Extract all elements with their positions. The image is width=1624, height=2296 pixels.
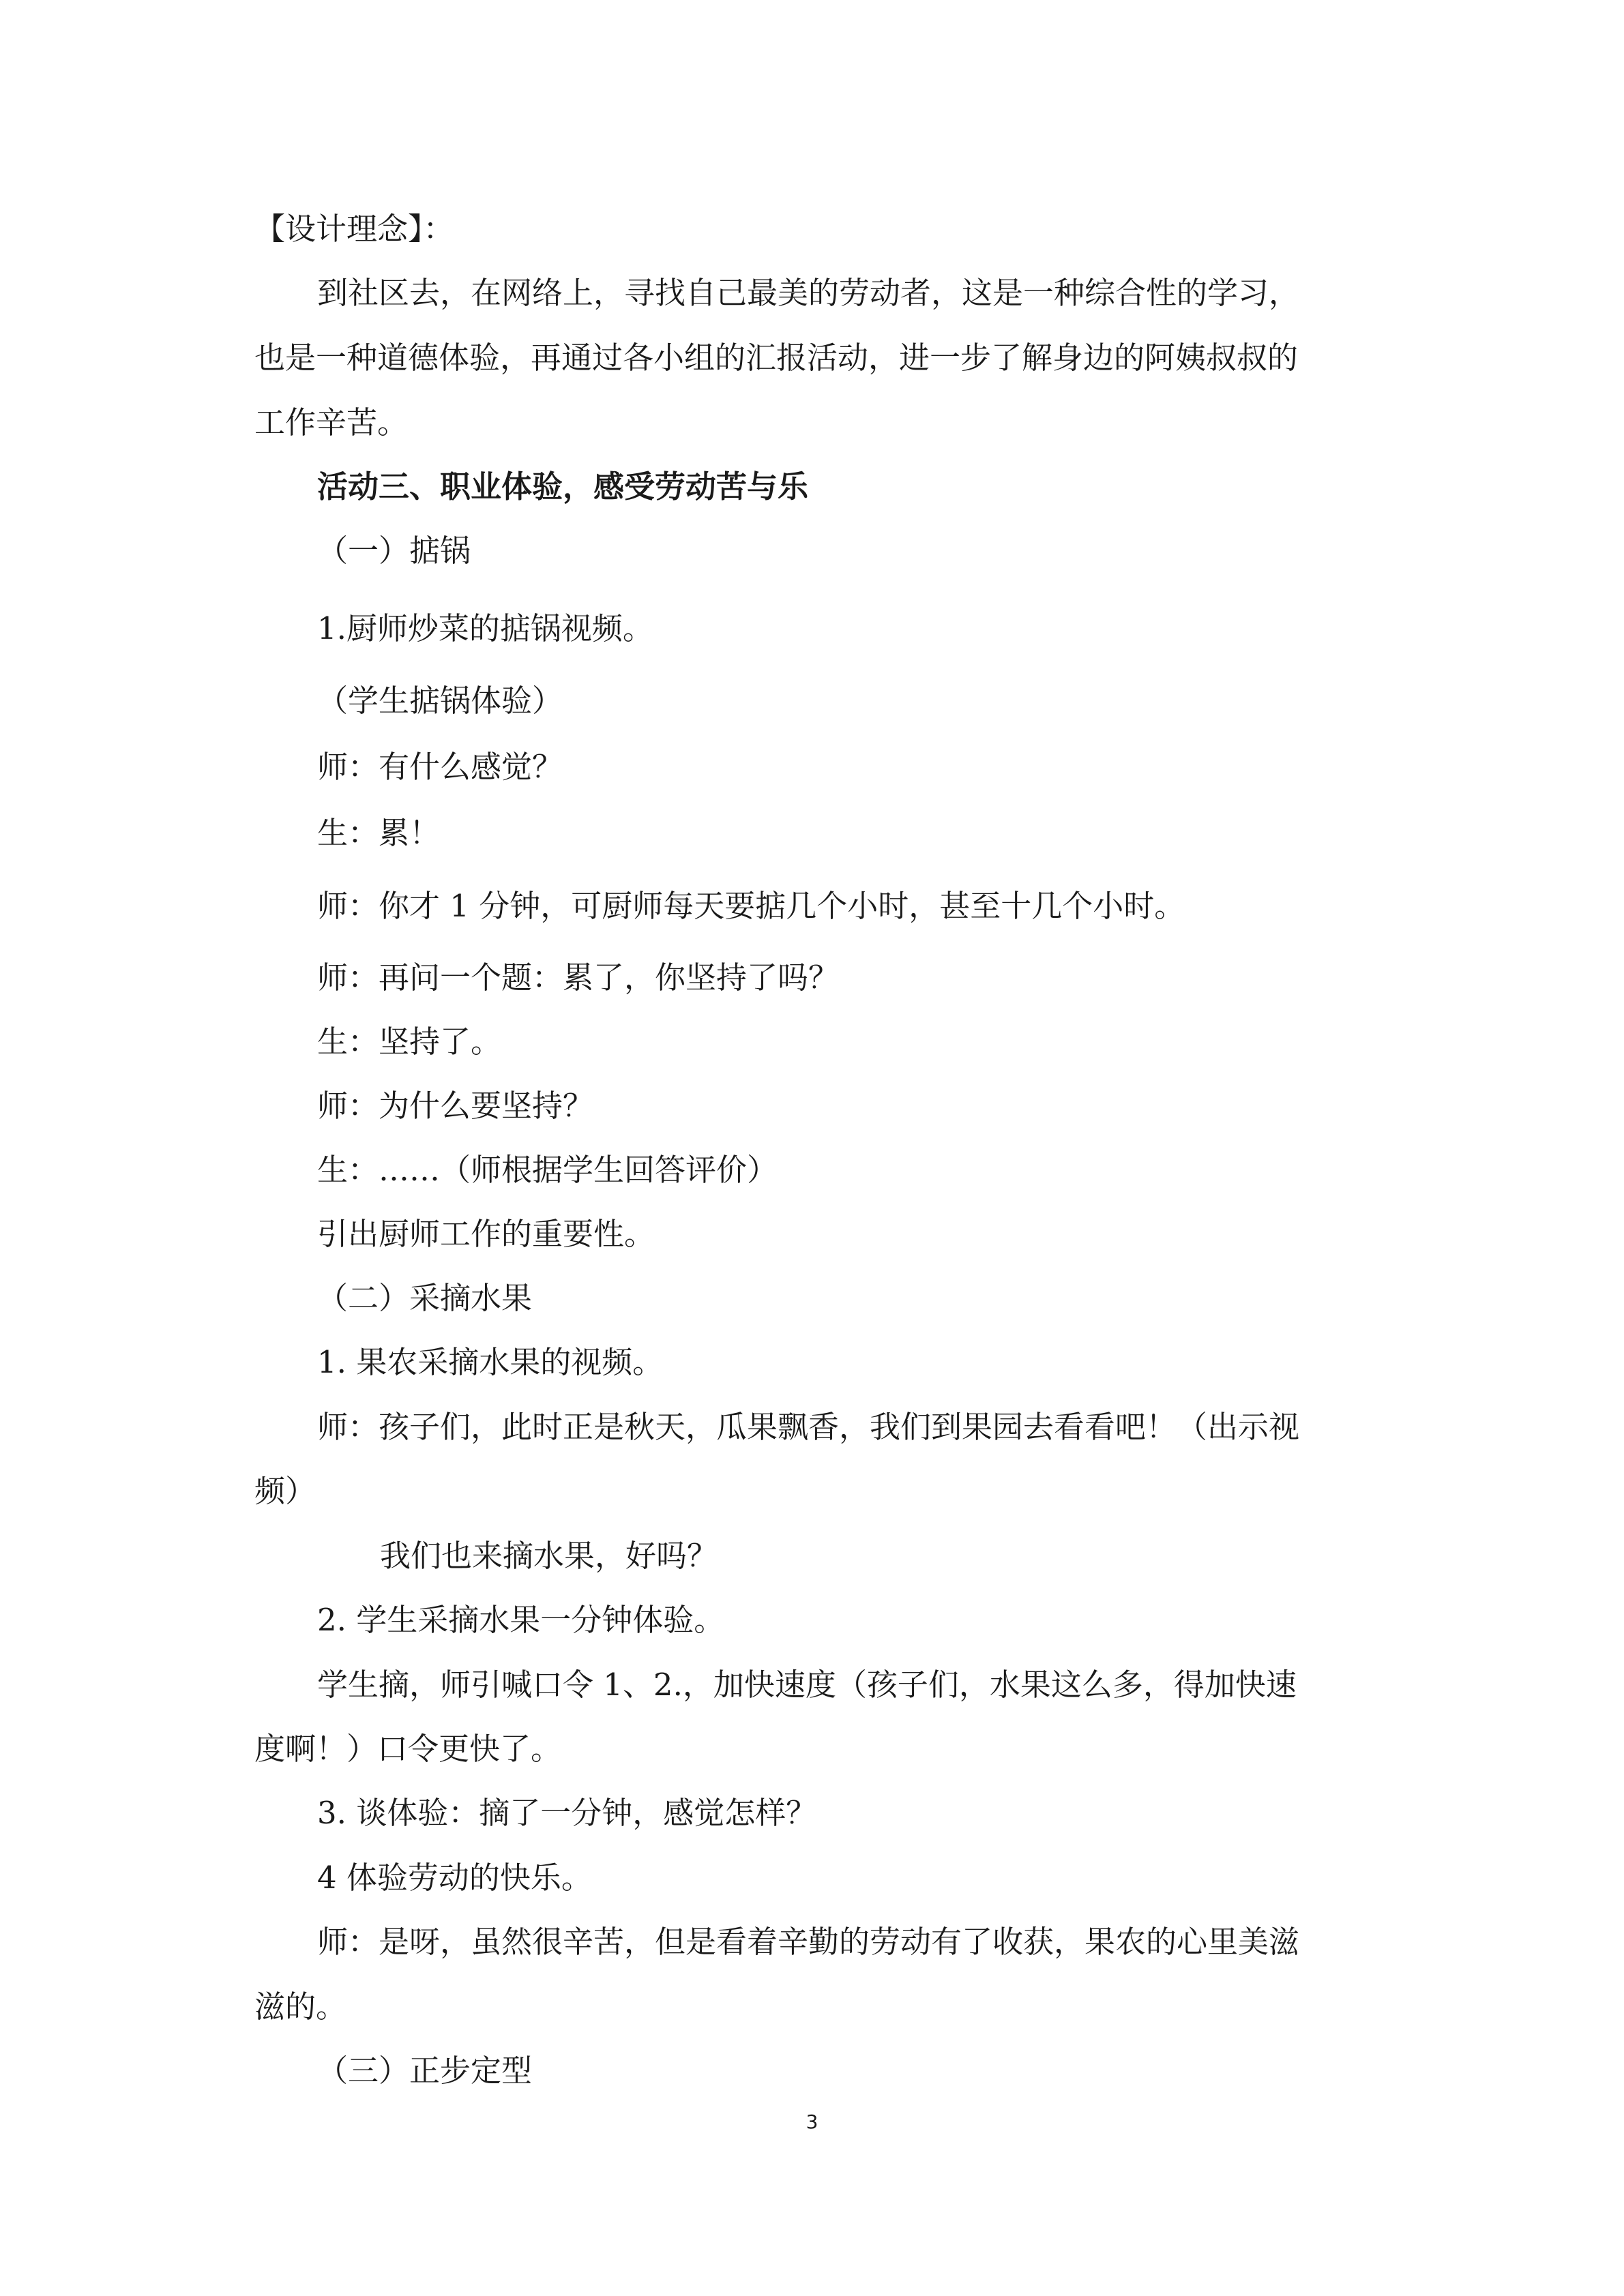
section-2-paragraph-2a: 学生摘，师引喊口令 1、2.，加快速度（孩子们，水果这么多，得加快速	[317, 1667, 1297, 1703]
section-1-item-1: 1.厨师炒菜的掂锅视频。	[317, 610, 653, 646]
page-number: 3	[806, 2111, 818, 2133]
section-2-item-2: 2. 学生采摘水果一分钟体验。	[317, 1602, 725, 1638]
section-2-item-3: 3. 谈体验：摘了一分钟，感觉怎样？	[317, 1795, 817, 1831]
design-paragraph-line-3: 工作辛苦。	[254, 404, 409, 441]
section-2-teacher-line-4b: 滋的。	[254, 1988, 347, 2025]
section-1-conclusion: 引出厨师工作的重要性。	[317, 1216, 655, 1252]
activity-title: 活动三、职业体验，感受劳动苦与乐	[317, 468, 809, 505]
section-2-teacher-line-1a: 师：孩子们，此时正是秋天，瓜果飘香，我们到果园去看看吧！（出示视	[317, 1409, 1300, 1445]
section-2-title: （二）采摘水果	[317, 1280, 533, 1316]
section-3-title: （三）正步定型	[317, 2053, 533, 2089]
section-1-teacher-statement-2: 师：你才 1 分钟，可厨师每天要掂几个小时，甚至十几个小时。	[317, 888, 1185, 924]
design-heading: 【设计理念】：	[254, 211, 454, 247]
section-2-teacher-line-4a: 师：是呀，虽然很辛苦，但是看着辛勤的劳动有了收获，果农的心里美滋	[317, 1924, 1300, 1960]
section-2-item-1: 1. 果农采摘水果的视频。	[317, 1344, 664, 1380]
section-1-teacher-question-1: 师：有什么感觉？	[317, 749, 563, 785]
section-1-title: （一）掂锅	[317, 533, 471, 569]
section-1-student-answer-3: 生：……（师根据学生回答评价）	[317, 1152, 778, 1188]
section-1-teacher-question-3: 师：为什么要坚持？	[317, 1088, 594, 1124]
section-2-teacher-line-1c: 我们也来摘水果，好吗？	[380, 1538, 718, 1574]
section-2-teacher-line-1b: 频）	[254, 1473, 316, 1509]
design-paragraph-line-2: 也是一种道德体验，再通过各小组的汇报活动，进一步了解身边的阿姨叔叔的	[254, 340, 1299, 376]
section-1-student-answer-1: 生：累！	[317, 815, 441, 851]
section-2-item-4: 4 体验劳动的快乐。	[317, 1860, 592, 1896]
section-2-paragraph-2b: 度啊！）口令更快了。	[254, 1731, 562, 1767]
section-1-teacher-question-2: 师：再问一个题：累了，你坚持了吗？	[317, 959, 840, 996]
section-1-note: （学生掂锅体验）	[317, 683, 563, 719]
design-paragraph-line-1: 到社区去，在网络上，寻找自己最美的劳动者，这是一种综合性的学习，	[317, 275, 1300, 311]
section-1-student-answer-2: 生：坚持了。	[317, 1024, 502, 1060]
